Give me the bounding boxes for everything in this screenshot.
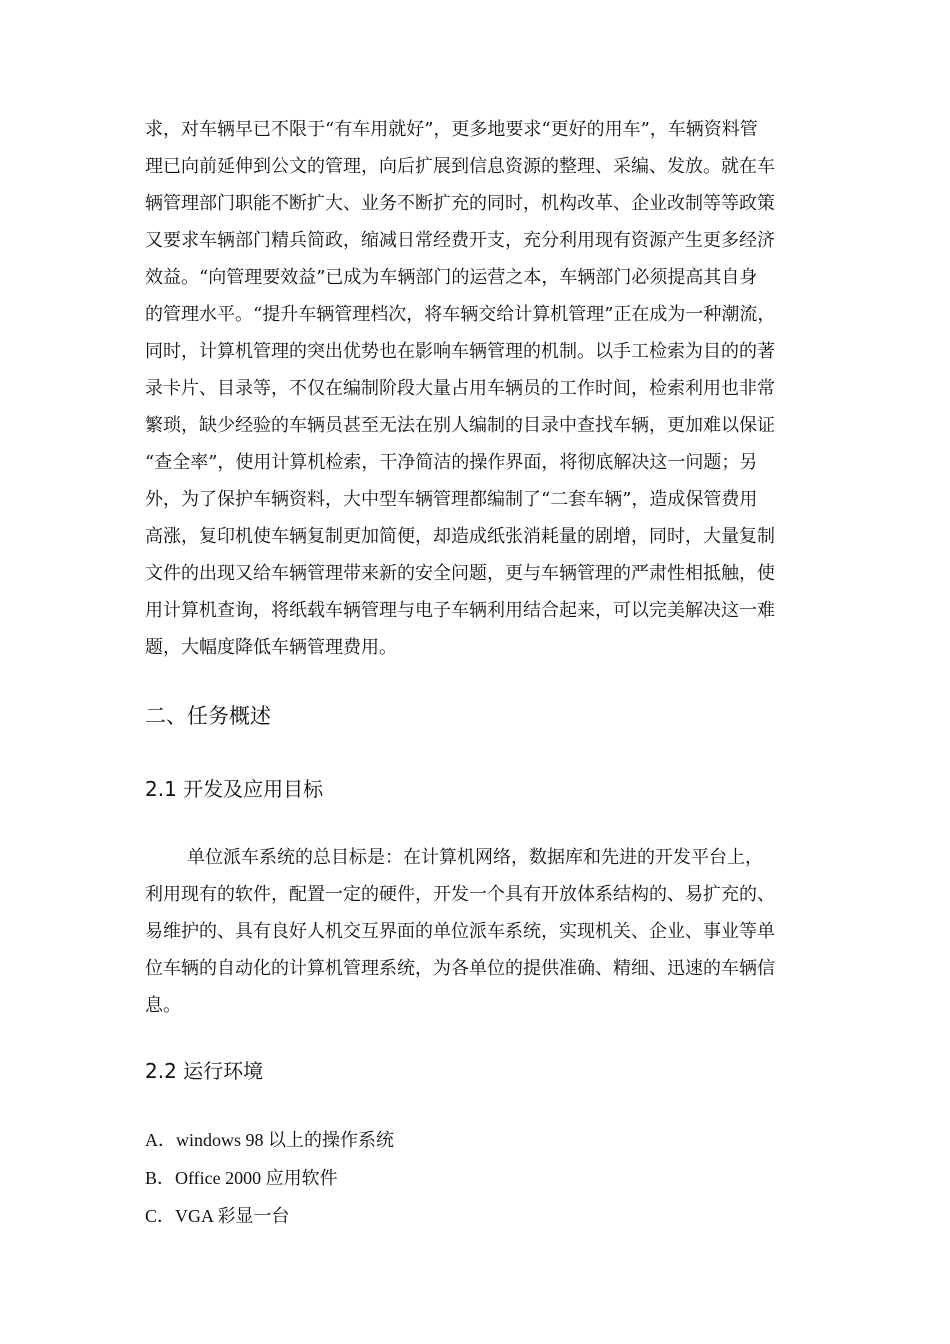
- paragraph-line: 用计算机查询，将纸载车辆管理与电子车辆利用结合起来，可以完美解决这一难: [145, 600, 775, 621]
- list-item: A．windows 98 以上的操作系统: [145, 1130, 395, 1150]
- subsection-heading: 2.1 开发及应用目标: [145, 777, 324, 801]
- list-item: B．Office 2000 应用软件: [145, 1168, 338, 1188]
- paragraph-line: 辆管理部门职能不断扩大、业务不断扩充的同时，机构改革、企业改制等等政策: [145, 193, 775, 214]
- paragraph-line: 利用现有的软件，配置一定的硬件，开发一个具有开放体系结构的、易扩充的、: [145, 884, 775, 905]
- paragraph-line: 易维护的、具有良好人机交互界面的单位派车系统，实现机关、企业、事业等单: [145, 921, 775, 942]
- paragraph-line: 题，大幅度降低车辆管理费用。: [145, 637, 397, 658]
- paragraph-line: 高涨，复印机使车辆复制更加简便，却造成纸张消耗量的剧增，同时，大量复制: [145, 526, 775, 547]
- paragraph-line: 息。: [145, 995, 181, 1016]
- paragraph-line: 的管理水平。“提升车辆管理档次，将车辆交给计算机管理”正在成为一种潮流，: [145, 304, 776, 325]
- paragraph-line: 文件的出现又给车辆管理带来新的安全问题，更与车辆管理的严肃性相抵触，使: [145, 563, 775, 584]
- paragraph-line: 同时，计算机管理的突出优势也在影响车辆管理的机制。以手工检索为目的的著: [145, 341, 775, 362]
- paragraph-line: 又要求车辆部门精兵简政，缩减日常经费开支，充分利用现有资源产生更多经济: [145, 230, 775, 251]
- section-heading: 二、任务概述: [145, 704, 271, 728]
- subsection-heading: 2.2 运行环境: [145, 1059, 264, 1083]
- list-item: C．VGA 彩显一台: [145, 1206, 290, 1226]
- paragraph-line: 录卡片、目录等，不仅在编制阶段大量占用车辆员的工作时间，检索利用也非常: [145, 378, 775, 399]
- paragraph-line: 繁琐，缺少经验的车辆员甚至无法在别人编制的目录中查找车辆，更加难以保证: [145, 415, 775, 436]
- paragraph-line: “查全率”，使用计算机检索，干净简洁的操作界面，将彻底解决这一问题；另: [145, 452, 758, 473]
- paragraph-line: 单位派车系统的总目标是：在计算机网络，数据库和先进的开发平台上，: [187, 847, 763, 868]
- paragraph-line: 外，为了保护车辆资料，大中型车辆管理都编制了“二套车辆”，造成保管费用: [145, 489, 758, 510]
- paragraph-line: 效益。“向管理要效益”已成为车辆部门的运营之本，车辆部门必须提高其自身: [145, 267, 758, 288]
- paragraph-line: 求，对车辆早已不限于“有车用就好”，更多地要求“更好的用车”，车辆资料管: [145, 119, 758, 140]
- paragraph-line: 位车辆的自动化的计算机管理系统，为各单位的提供准确、精细、迅速的车辆信: [145, 958, 775, 979]
- paragraph-line: 理已向前延伸到公文的管理，向后扩展到信息资源的整理、采编、发放。就在车: [145, 156, 775, 177]
